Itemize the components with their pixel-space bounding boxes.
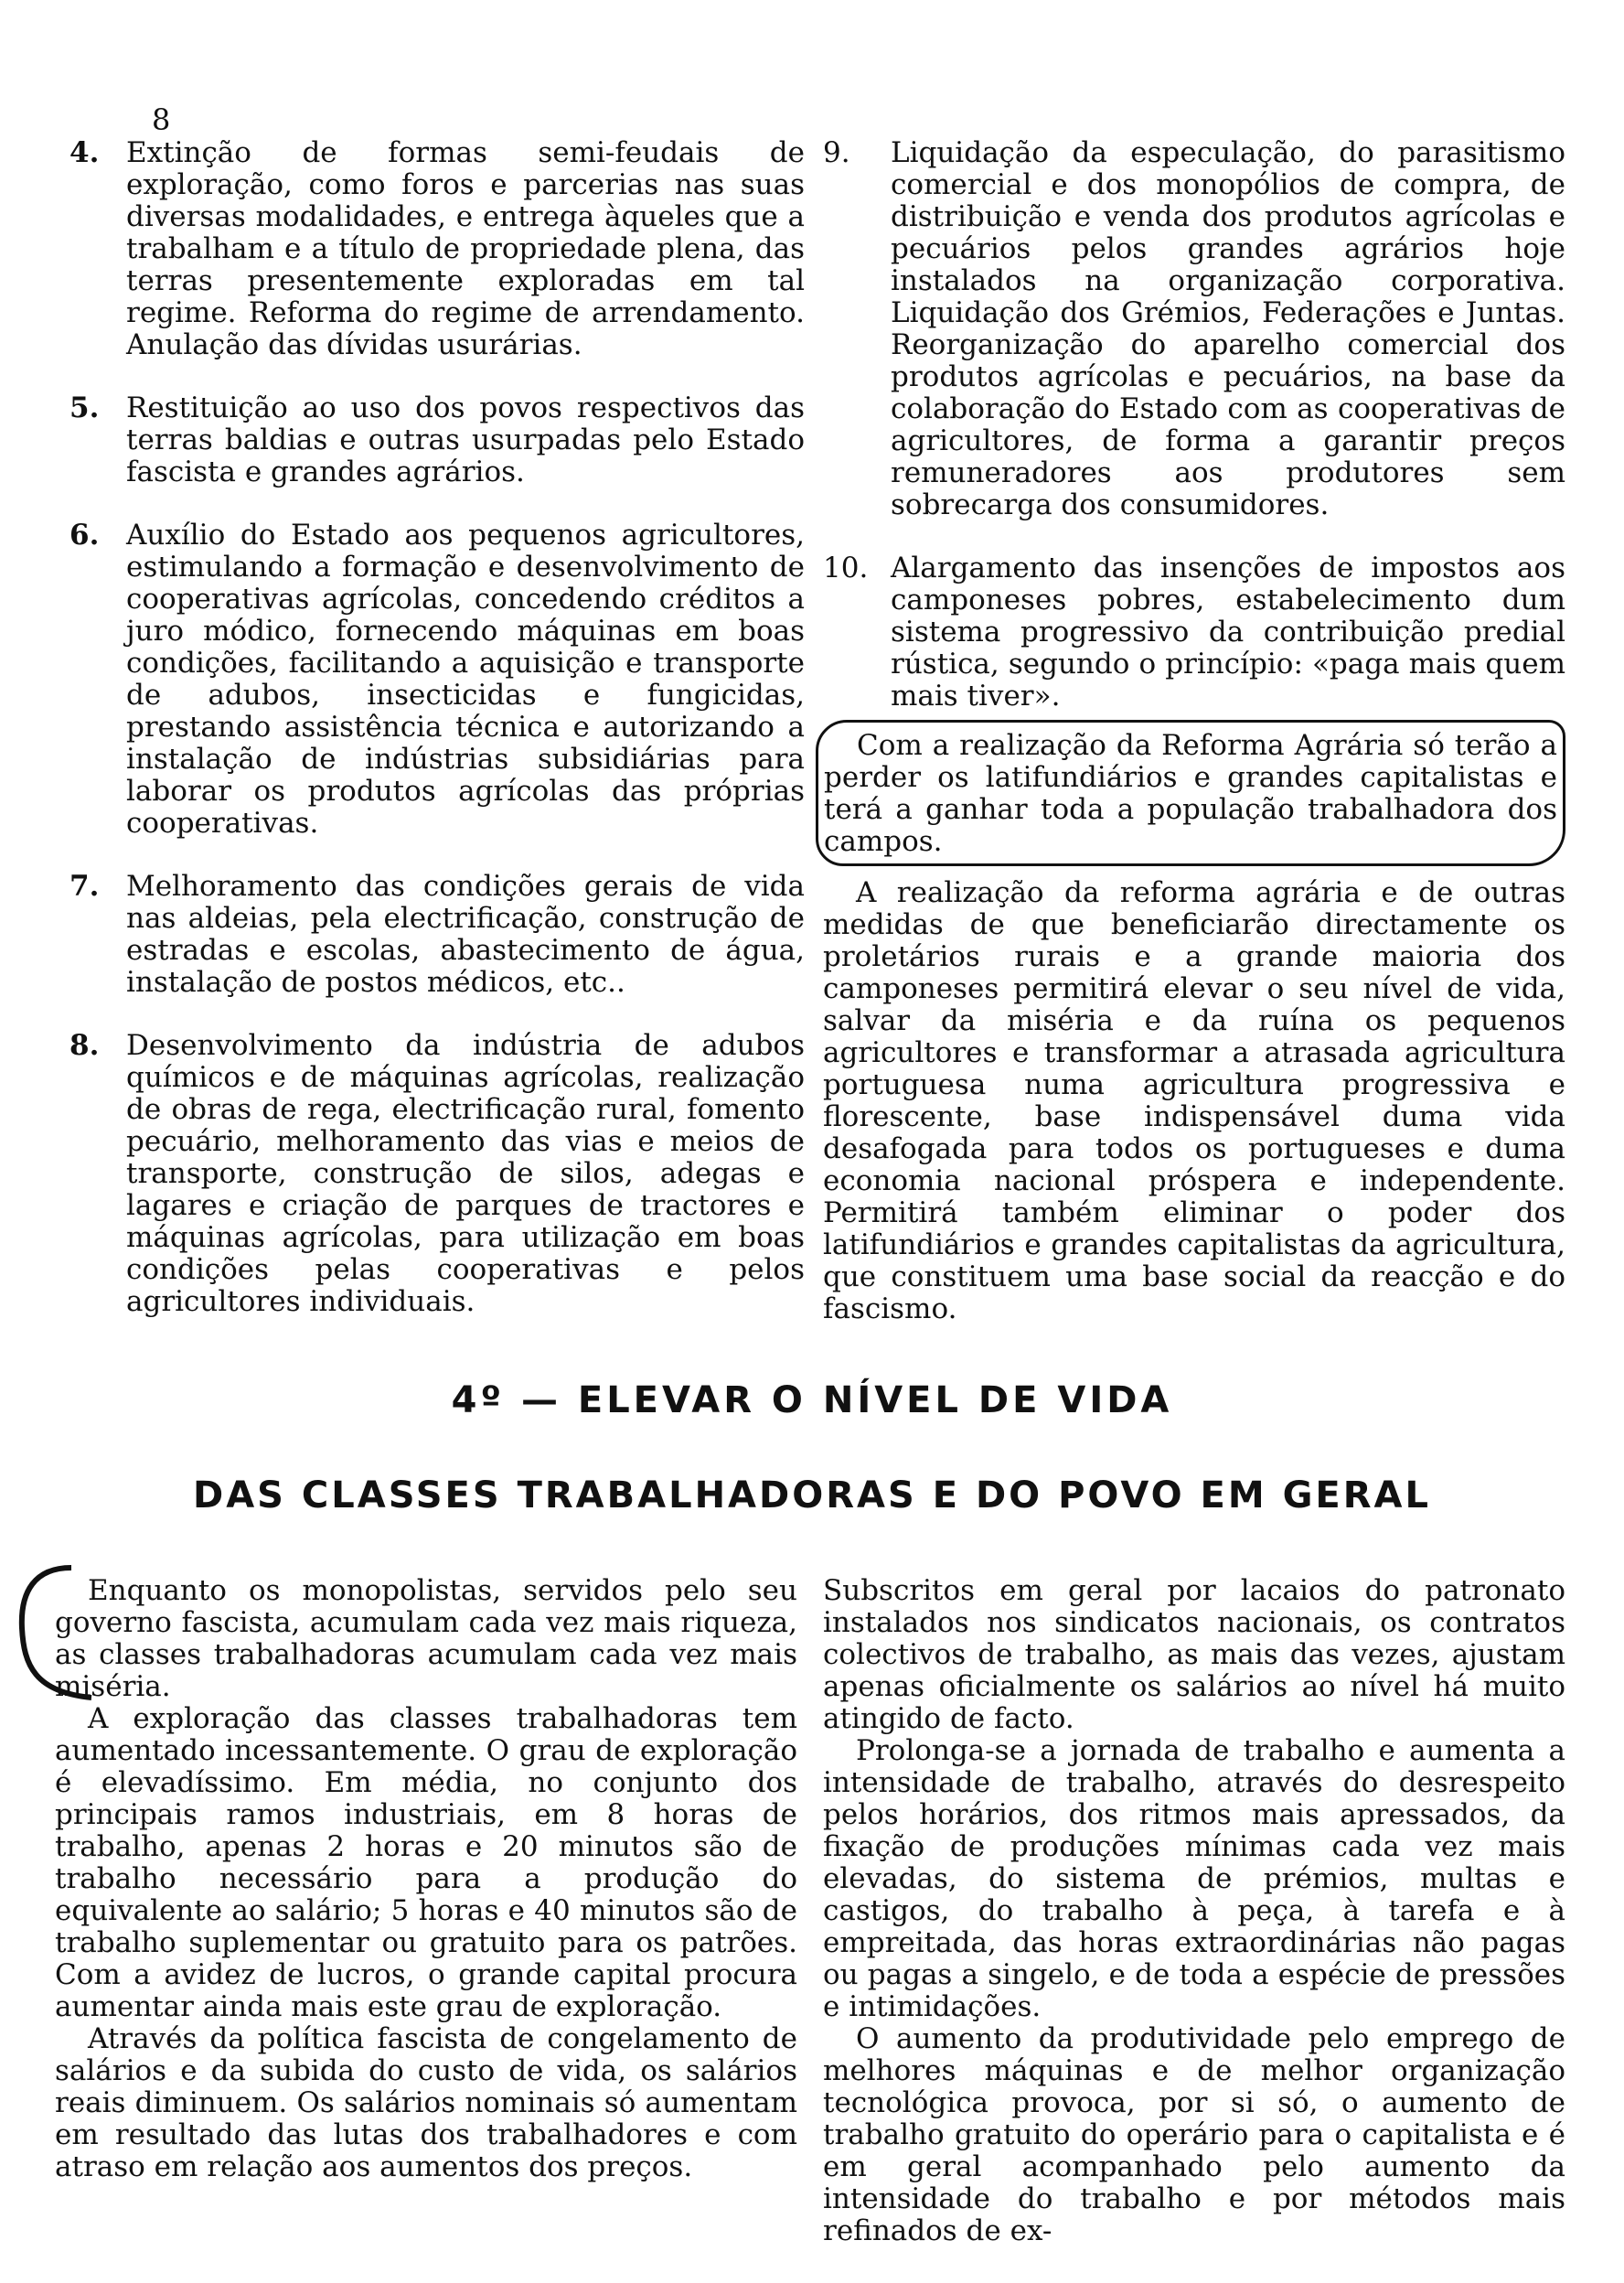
item-number: 9. — [823, 136, 850, 169]
list-item — [823, 137, 1565, 521]
item-text: Auxílio do Estado aos pequenos agricultores, estimulando a formação e desenvolvimento de cooperativas agrícolas, concedendo créditos a juro módico, fornecendo máquinas em boas condições, facilitando a aquisição e transporte de adubos, insecticidas e fungicidas, prestando assistência técnica e autorizando a instalação de indústrias subsidiárias para laborar os produtos agrícolas das próprias cooperativas. — [126, 519, 805, 840]
bottom-columns — [0, 1574, 1624, 2247]
item-number: 4. — [69, 136, 100, 169]
body-paragraph: Através da política fascista de congelamento de salários e da subida do custo de vida, os salários reais diminuem. Os salários nominais só aumentam em resultado das lutas dos trabalhadores e com atraso em relação aos aumentos dos preços. — [55, 2022, 797, 2183]
bottom-right-column — [823, 1575, 1565, 2247]
section-heading-line1: 4º — ELEVAR O NÍVEL DE VIDA — [451, 1379, 1173, 1421]
list-item — [823, 552, 1565, 713]
item-text: Desenvolvimento da indústria de adubos químicos e de máquinas agrícolas, realização de obras de rega, electrificação rural, fomento pecuário, melhoramento das vias e meios de transporte, construção de silos, adegas e lagares e criação de parques de tractores e máquinas agrícolas, para utilização em boas condições pelas cooperativas e pelos agricultores individuais. — [126, 1029, 805, 1318]
item-number: 7. — [69, 870, 100, 903]
item-number: 8. — [69, 1029, 100, 1062]
conclusion-paragraph: A realização da reforma agrária e de outras medidas de que beneficiarão directamente os proletários rurais e a grande maioria dos camponeses permitirá elevar o seu nível de vida, salvar da miséria e da ruína os pequenos agricultores e transformar a atrasada agricultura portuguesa numa agricultura progressiva e florescente, base indispensável duma vida desafogada para todos os portugueses e duma economia nacional próspera e independente. Permitirá também eliminar o poder dos latifundiários e grandes capitalistas da agricultura, que constituem uma base social da reacção e do fascismo. — [823, 876, 1565, 1325]
body-paragraph: Prolonga-se a jornada de trabalho e aumenta a intensidade de trabalho, através do desrespeito pelos horários, dos ritmos mais apressados, da fixação de produções mínimas cada vez mais elevadas, do sistema de prémios, multas e castigos, do trabalho à peça, à tarefa e à empreitada, das horas extraordinárias não pagas ou pagas a singelo, e de toda a espécie de pressões e intimidações. — [823, 1734, 1565, 2023]
item-number: 10. — [823, 552, 869, 584]
body-paragraph: A exploração das classes trabalhadoras tem aumentado incessantemente. O grau de exploração é elevadíssimo. Em média, no conjunto dos principais ramos industriais, em 8 horas de trabalho, apenas 2 horas e 20 minutos são de trabalho necessário para a produção do equivalente ao salário; 5 horas e 40 minutos são de trabalho suplementar ou gratuito para os patrões. Com a avidez de lucros, o grande capital procura aumentar ainda mais este grau de exploração. — [55, 1702, 797, 2023]
item-number: 6. — [69, 519, 100, 552]
body-paragraph: Subscritos em geral por lacaios do patronato instalados nos sindicatos nacionais, os contratos colectivos de trabalho, as mais das vezes, ajustam apenas oficialmente os salários ao nível há muito atingido de facto. — [823, 1574, 1565, 1735]
item-text: Melhoramento das condições gerais de vida nas aldeias, pela electrificação, construção de estradas e escolas, abastecimento de água, instalação de postos médicos, etc.. — [126, 870, 805, 999]
item-text: Restituição ao uso dos povos respectivos das terras baldias e outras usurpadas pelo Estado fascista e grandes agrários. — [126, 391, 805, 488]
item-text: Liquidação da especulação, do parasitismo comercial e dos monopólios de compra, de distribuição e venda dos produtos agrícolas e pecuários pelos grandes agrários hoje instalados na organização corporativa. Liquidação dos Grémios, Federações e Juntas. Reorganização do aparelho comercial dos produtos agrícolas e pecuários, na base da colaboração do Estado com as cooperativas de agricultores, de forma a garantir preços remuneradores aos produtores sem sobrecarga dos consumidores. — [891, 136, 1565, 521]
list-item — [69, 871, 805, 999]
section-heading-line2: DAS CLASSES TRABALHADORAS E DO POVO EM GERAL — [193, 1474, 1431, 1517]
top-columns — [0, 137, 1624, 1335]
body-paragraph: O aumento da produtividade pelo emprego de melhores máquinas e de melhor organização tecnológica provoca, por si só, o aumento de trabalho gratuito do operário para o capitalista e é em geral acompanhado pelo aumento da intensidade do trabalho e por métodos mais refinados de ex- — [823, 2022, 1565, 2247]
page-number: 8 — [152, 102, 171, 137]
list-item — [69, 520, 805, 840]
circled-statement: Com a realização da Reforma Agrária só terão a perder os latifundiários e grandes capitalistas e terá a ganhar toda a população trabalhadora dos campos. — [816, 720, 1565, 866]
list-item — [69, 137, 805, 361]
left-column-items — [69, 137, 805, 1349]
item-text: Alargamento das insenções de impostos aos camponeses pobres, estabelecimento dum sistema progressivo da contribuição predial rústica, segundo o princípio: «paga mais quem mais tiver». — [891, 552, 1565, 713]
bottom-left-column — [55, 1575, 797, 2183]
list-item — [69, 1030, 805, 1318]
item-text: Extinção de formas semi-feudais de exploração, como foros e parcerias nas suas diversas modalidades, e entrega àqueles que a trabalham e a título de propriedade plena, das terras presentemente exploradas em tal regime. Reforma do regime de arrendamento. Anulação das dívidas usurárias. — [126, 136, 805, 361]
item-number: 5. — [69, 391, 100, 424]
body-paragraph: Enquanto os monopolistas, servidos pelo seu governo fascista, acumulam cada vez mais riqueza, as classes trabalhadoras acumulam cada vez mais miséria. — [55, 1574, 797, 1703]
right-column-items — [823, 137, 1565, 1325]
list-item — [69, 392, 805, 488]
